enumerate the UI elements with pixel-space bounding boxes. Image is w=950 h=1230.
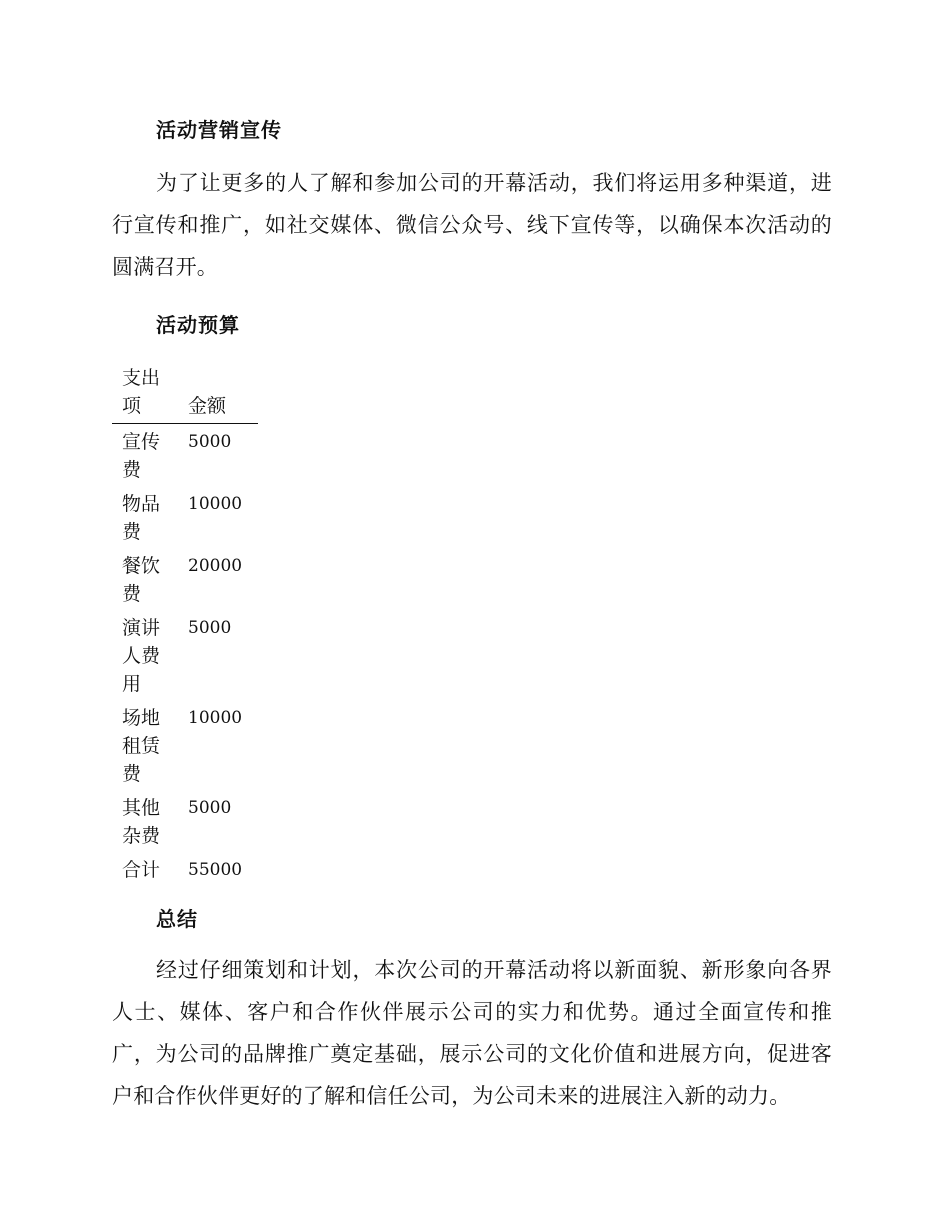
table-row	[112, 548, 258, 610]
row-amount: 55000	[188, 860, 243, 880]
budget-heading: 活动预算	[156, 313, 240, 337]
budget-table	[112, 364, 258, 886]
table-row	[112, 700, 258, 790]
row-item: 其他杂费	[122, 797, 161, 847]
table-row-total	[112, 852, 258, 886]
row-amount: 10000	[188, 494, 243, 514]
table-row	[112, 610, 258, 700]
row-amount: 5000	[188, 618, 232, 638]
table-row	[112, 790, 258, 852]
budget-table-header	[112, 364, 258, 424]
header-amount: 金额	[188, 395, 227, 417]
row-amount: 5000	[188, 798, 232, 818]
promo-paragraph: 为了让更多的人了解和参加公司的开幕活动，我们将运用多种渠道，进行宣传和推广，如社交媒体、微信公众号、线下宣传等，以确保本次活动的圆满召开。	[112, 171, 832, 279]
row-item: 演讲人费用	[122, 617, 161, 695]
table-row	[112, 424, 258, 486]
row-item: 餐饮费	[122, 555, 161, 605]
row-item: 场地租赁费	[122, 707, 161, 785]
row-amount: 20000	[188, 556, 243, 576]
summary-heading: 总结	[156, 907, 198, 931]
table-row	[112, 486, 258, 548]
header-item: 支出项	[122, 367, 161, 417]
promo-heading: 活动营销宣传	[156, 118, 282, 142]
row-item: 合计	[122, 859, 161, 881]
row-amount: 5000	[188, 432, 232, 452]
summary-paragraph: 经过仔细策划和计划，本次公司的开幕活动将以新面貌、新形象向各界人士、媒体、客户和合作伙伴展示公司的实力和优势。通过全面宣传和推广，为公司的品牌推广奠定基础，展示公司的文化价值和进展方向，促进客户和合作伙伴更好的了解和信任公司，为公司未来的进展注入新的动力。	[112, 958, 832, 1108]
row-item: 宣传费	[122, 431, 161, 481]
row-amount: 10000	[188, 708, 243, 728]
row-item: 物品费	[122, 493, 161, 543]
